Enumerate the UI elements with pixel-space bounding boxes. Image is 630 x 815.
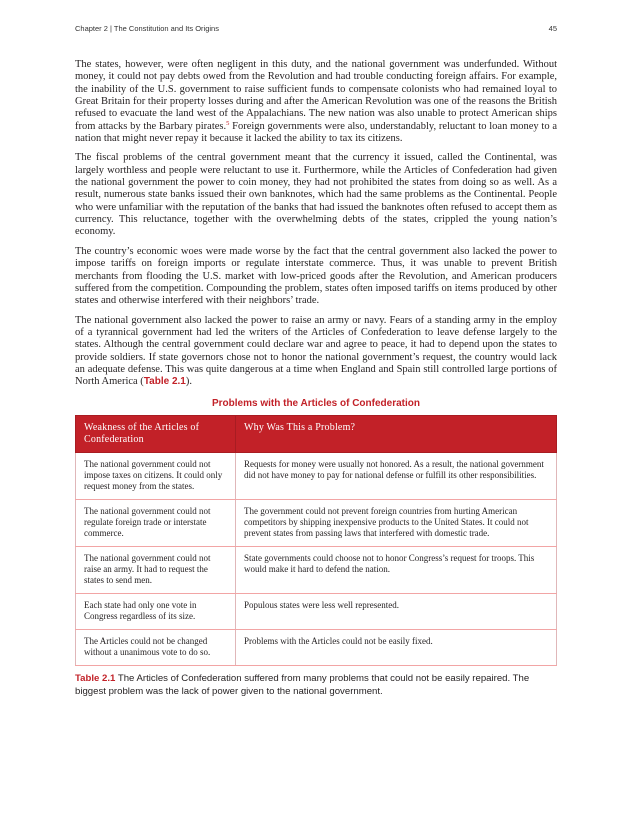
- header-why-problem: Why Was This a Problem?: [236, 415, 557, 452]
- weakness-cell: The national government could not raise an army. It had to request the states to send men.: [76, 546, 236, 593]
- paragraph-1: [75, 59, 557, 145]
- weakness-cell: Each state had only one vote in Congress regardless of its size.: [76, 593, 236, 629]
- paragraph-4: [75, 315, 557, 389]
- footnote-marker[interactable]: 5: [226, 119, 230, 127]
- weakness-cell: The Articles could not be changed without a unanimous vote to do so.: [76, 629, 236, 665]
- problem-cell: State governments could choose not to honor Congress’s request for troops. This would make it hard to defend the nation.: [236, 546, 557, 593]
- table-title: Problems with the Articles of Confederation: [212, 397, 420, 409]
- problem-cell: Populous states were less well represented.: [236, 593, 557, 629]
- paragraph-4-text: The national government also lacked the power to raise an army or navy. Fears of a standing army in the employ of a tyrannical government had led the writers of the Articles of Confederation to leave defense largely to the states. Although the central government could declare war and agree to peace, it had to depend upon the states to provide soldiers. If state governors chose not to honor the national government’s request, the country would lack an adequate defense. This was quite dangerous at a time when England and Spain still controlled large portions of North America (: [75, 314, 557, 388]
- table-row: [76, 629, 557, 665]
- caption-label: Table 2.1: [75, 672, 116, 684]
- problem-cell: Requests for money were usually not honored. As a result, the national government did not have money to pay for national defense or fulfill its other responsibilities.: [236, 452, 557, 499]
- paragraph-3: The country’s economic woes were made worse by the fact that the central government also lacked the power to impose tariffs on foreign imports or regulate interstate commerce. Thus, it was unable to prevent British merchants from flooding the U.S. market with low-priced goods after the Revolution, and American producers suffered from the competition. Compounding the problem, states often imposed tariffs on items produced by other states and otherwise interfered with their neighbors’ trade.: [75, 245, 557, 307]
- header-weakness: Weakness of the Articles of Confederation: [76, 415, 236, 452]
- table-row: [76, 546, 557, 593]
- page-number: 45: [548, 24, 557, 33]
- weakness-cell: The national government could not regulate foreign trade or interstate commerce.: [76, 499, 236, 546]
- table-caption: [75, 672, 557, 698]
- paragraph-2: The fiscal problems of the central government meant that the currency it issued, called the Continental, was largely worthless and people were reluctant to use it. Furthermore, while the Articles of Confederation had given the national government the power to coin money, they had not prohibited the states from doing so as well. As a result, numerous state banks issued their own banknotes, which had the same problems as the Continental. People who were unfamiliar with the reputation of the banks that had issued the banknotes often refused to accept them as currency. This reluctance, together with the overwhelming debts of the states, crippled the young nation’s economy.: [75, 152, 557, 238]
- weakness-cell: The national government could not impose taxes on citizens. It could only request money from the states.: [76, 452, 236, 499]
- table-row: [76, 452, 557, 499]
- paragraph-1-text: The states, however, were often negligent in this duty, and the national government was underfunded. Without money, it could not pay debts owed from the Revolution and had trouble conducting foreign affairs. For example, the inability of the U.S. government to raise sufficient funds to compensate colonists who had remained loyal to Great Britain for their property losses during and after the American Revolution was one of the reasons the British refused to evacuate the land west of the Appalachians. The new nation was also unable to protect American ships from attacks by the Barbary pirates.: [75, 59, 557, 132]
- paragraph-1-text-cont: Foreign governments were also, understandably, reluctant to loan money to a nation that might never repay it because it lacked the ability to tax its citizens.: [75, 120, 557, 145]
- caption-text: The Articles of Confederation suffered from many problems that could not be easily repaired. The biggest problem was the lack of power given to the national government.: [75, 672, 530, 697]
- problem-cell: The government could not prevent foreign countries from hurting American competitors by shipping inexpensive products to the United States. It could not prevent states from passing laws that interfered with domestic trade.: [236, 499, 557, 546]
- articles-problems-table: [75, 415, 557, 666]
- paragraph-4-text-end: ).: [185, 376, 192, 388]
- table-header-row: [76, 415, 557, 452]
- chapter-title: Chapter 2 | The Constitution and Its Origins: [75, 24, 219, 33]
- page-content: [75, 59, 557, 698]
- table-row: [76, 593, 557, 629]
- table-row: [76, 499, 557, 546]
- problem-cell: Problems with the Articles could not be easily fixed.: [236, 629, 557, 665]
- table-reference-link[interactable]: Table 2.1: [143, 376, 186, 388]
